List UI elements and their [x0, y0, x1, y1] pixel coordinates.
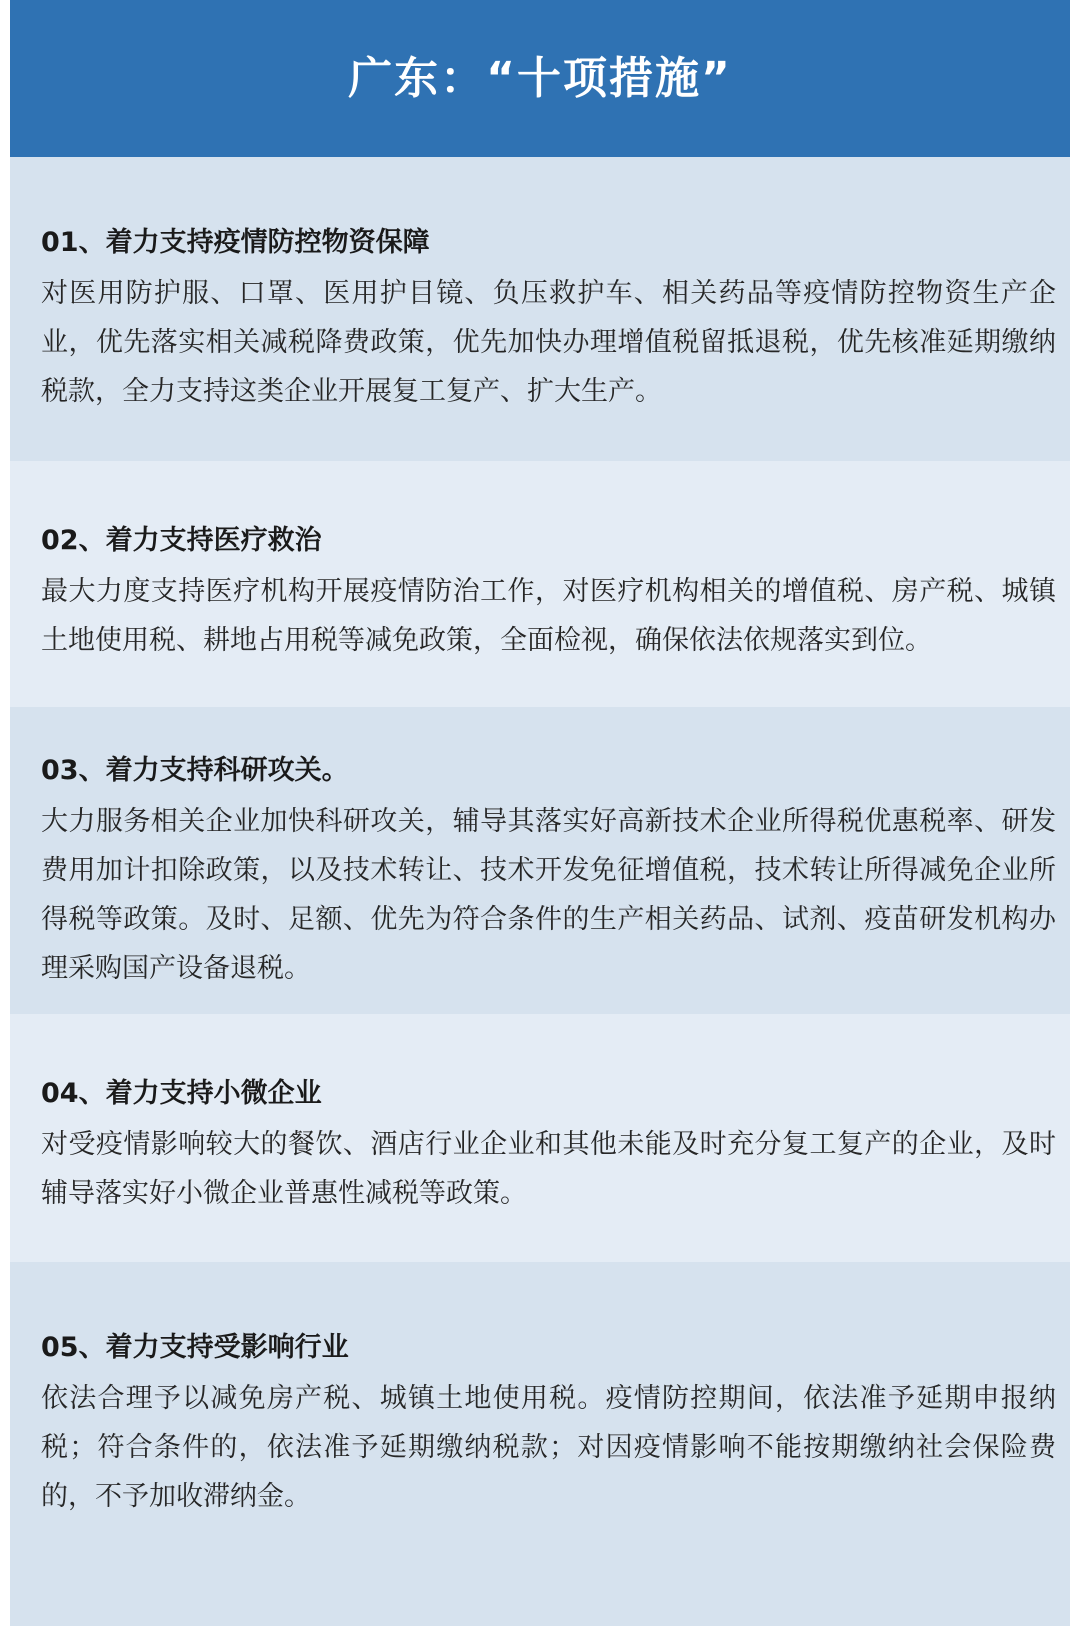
section-body: 依法合理予以减免房产税、城镇土地使用税。疫情防控期间，依法准予延期申报纳税；符合条件的，依法准予延期缴纳税款；对因疫情影响不能按期缴纳社会保险费的，不予加收滞纳金。 — [41, 1383, 1056, 1512]
section-03 — [10, 707, 1070, 1014]
section-01 — [10, 157, 1070, 461]
section-body: 最大力度支持医疗机构开展疫情防治工作，对医疗机构相关的增值税、房产税、城镇土地使用税、耕地占用税等减免政策，全面检视，确保依法依规落实到位。 — [41, 576, 1056, 656]
section-body: 对医用防护服、口罩、医用护目镜、负压救护车、相关药品等疫情防控物资生产企业，优先落实相关减税降费政策，优先加快办理增值税留抵退税，优先核准延期缴纳税款，全力支持这类企业开展复工复产、扩大生产。 — [41, 278, 1056, 407]
section-heading: 05、着力支持受影响行业 — [41, 1332, 349, 1363]
section-body: 大力服务相关企业加快科研攻关，辅导其落实好高新技术企业所得税优惠税率、研发费用加计扣除政策，以及技术转让、技术开发免征增值税，技术转让所得减免企业所得税等政策。及时、足额、优先为符合条件的生产相关药品、试剂、疫苗研发机构办理采购国产设备退税。 — [41, 806, 1056, 984]
section-heading: 01、着力支持疫情防控物资保障 — [41, 227, 430, 258]
header-banner — [10, 0, 1070, 157]
section-heading: 04、着力支持小微企业 — [41, 1078, 322, 1109]
section-heading: 03、着力支持科研攻关。 — [41, 755, 349, 786]
section-02 — [10, 461, 1070, 707]
section-05 — [10, 1262, 1070, 1626]
page-title: 广东：“十项措施” — [348, 52, 732, 104]
section-body: 对受疫情影响较大的餐饮、酒店行业企业和其他未能及时充分复工复产的企业，及时辅导落实好小微企业普惠性减税等政策。 — [41, 1129, 1056, 1209]
infographic — [10, 0, 1070, 1626]
section-heading: 02、着力支持医疗救治 — [41, 525, 322, 556]
section-04 — [10, 1014, 1070, 1262]
